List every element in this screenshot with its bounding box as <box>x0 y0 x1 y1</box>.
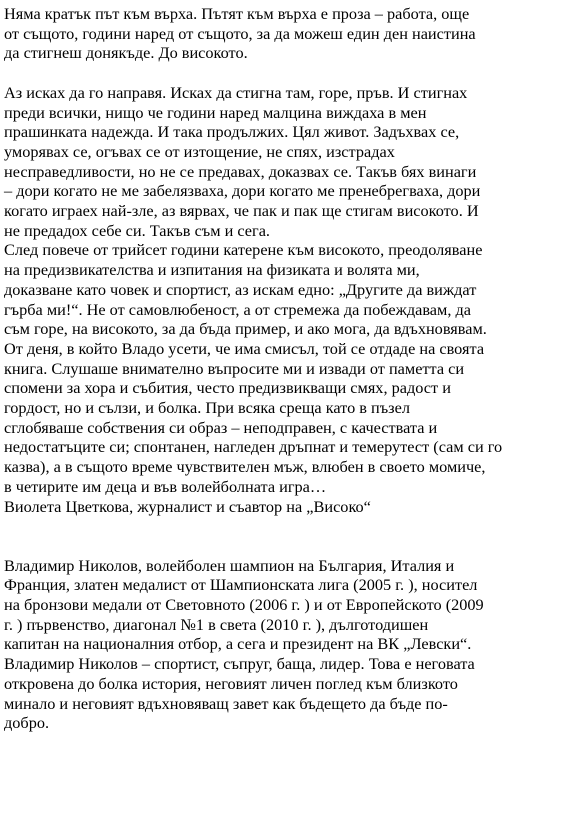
coauthor-signature: Виолета Цветкова, журналист и съавтор на „Високо“ <box>4 496 371 516</box>
paragraph-spacer <box>4 63 576 83</box>
author-voice-paragraph: Аз исках да го направя. Исках да стигна там, горе, пръв. И стигнах преди всички, нищо че години наред малцина виждаха в мен прашинката надежда. И така продължих. Цял живот. Задъхвах се, уморявах се, огъвах се от изтощение, не спях, изстрадах несправедливости, но не се предавах, доказвах се. Такъв бях винаги – дори когато не ме забелязваха, дори когато ме пренебрегваха, дори когато играех най-зле, аз вярвах, че пак и пак ще стигам високото. И не предадох себе си. Такъв съм и сега. <box>4 82 481 240</box>
athlete-bio-paragraph: Владимир Николов, волейболен шампион на България, Италия и Франция, златен медалист от Шампионската лига (2005 г. ), носител на бронзови медали от Световното (2006 г. ) и от Европейското (2009 г. ) първенство, диагонал №1 в света (2010 г. ), дълготодишен капитан на националния отбор, а сега и президент на ВК „Левски“. <box>4 555 484 654</box>
section-spacer <box>4 516 576 555</box>
coauthor-paragraph: След повече от трийсет години катерене към високото, преодоляване на предизвикателства и изпитания на физиката и волята ми, доказване като човек и спортист, аз искам едно: „Другите да виждат гърба ми!“. Не от самовлюбеност, а от стремежа да побеждавам, да съм горе, на високото, за да бъда пример, и ако мога, да вдъхновявам. От деня, в който Владо усети, че има смисъл, той се отдаде на своята книга. Слушаше внимателно въпросите ми и извади от паметта си спомени за хора и събития, често предизвикващи смях, радост и гордост, но и сълзи, и болка. При всяка среща като в пъзел сглобяваше собствения си образ – неподправен, с качествата и недостатъците си; спонтанен, нагледен дръпнат и темерутест (сам си го казва), а в същото време чувствителен мъж, влюбен в своето момиче, в четирите им деца и във волейболната игра… <box>4 240 503 496</box>
intro-paragraph: Няма кратък път към върха. Пътят към върха е проза – работа, още от същото, години наред от същото, за да можеш един ден наистина да стигнеш донякъде. До високото. <box>4 4 476 63</box>
document-page <box>4 4 576 733</box>
closing-paragraph: Владимир Николов – спортист, съпруг, баща, лидер. Това е неговата откровена до болка история, неговият личен поглед към близкото минало и неговият вдъхновяващ завет как бъдещето да бъде по- добро. <box>4 654 475 733</box>
